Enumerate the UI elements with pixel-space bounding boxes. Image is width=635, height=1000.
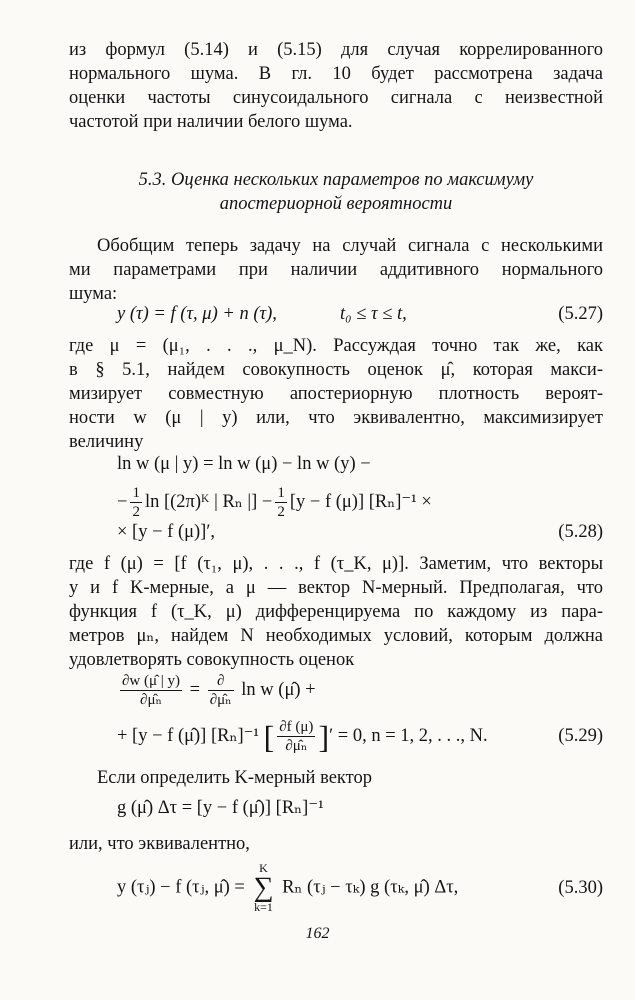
text-line: из формул (5.14) и (5.15) для случая коррелированного <box>69 40 603 60</box>
equation-number: (5.30) <box>558 878 603 898</box>
equation-5-30: y (τⱼ) − f (τⱼ, μ̂) = K ∑ k=1 Rₙ (τⱼ − τₖ) g (τₖ, μ̂) Δτ, <box>117 861 459 914</box>
text-line: y и f K-мерные, а μ — вектор N-мерный. Предполагая, что <box>69 578 603 598</box>
text-line: где μ = (μ₁, . . ., μ_N). Рассуждая точно так же, как <box>69 336 603 356</box>
equation-number: (5.27) <box>558 304 603 324</box>
text-line: Если определить K-мерный вектор <box>97 768 373 788</box>
text-line: нормального шума. В гл. 10 будет рассмотрена задача <box>69 64 603 84</box>
text-line: или, что эквивалентно, <box>69 834 250 854</box>
equation-5-28-line2: − $\frac{1}{2}$ ln [(2π)ᴷ | Rₙ |] − $\frac{1}{2}$ [y − f (μ)] [Rₙ]⁻¹ × <box>117 485 432 520</box>
text-line: ности w (μ | y) или, что эквивалентно, максимизирует <box>69 408 603 428</box>
text-line: метров μₙ, найдем N необходимых условий, которым должна <box>69 626 603 646</box>
equation-5-27-condition: t₀ ≤ τ ≤ t, <box>340 304 407 324</box>
equation-g-vector: g (μ̂) Δτ = [y − f (μ̂)] [Rₙ]⁻¹ <box>117 798 324 818</box>
equation-5-27: y (τ) = f (τ, μ) + n (τ), <box>117 304 277 324</box>
equation-5-29-line1: $\frac{\partial w (\mû | y)}{\text{∂μ̂ₙ}}$ = $\frac{\partial}{\text{∂μ̂ₙ}}$ ln w (μ̂) + <box>122 673 316 708</box>
section-heading: 5.3. Оценка нескольких параметров по максимуму <box>138 170 534 190</box>
page-number: 162 <box>305 925 330 942</box>
text-line: мизирует совместную апостериорную плотность вероят- <box>69 384 603 404</box>
text-line: шума: <box>69 284 118 304</box>
text-line: ми параметрами при наличии аддитивного нормального <box>69 260 603 280</box>
equation-5-29-line2: + [y − f (μ̂)] [Rₙ]⁻¹ [ $\frac{\partial f (\mu)}{\text{∂μ̂ₙ}}$ ]′ = 0, n = 1, 2, . . ., N. <box>117 718 488 755</box>
equation-5-28-line3: × [y − f (μ)]′, <box>117 522 216 542</box>
equation-number: (5.29) <box>558 726 603 746</box>
equation-number: (5.28) <box>558 522 603 542</box>
text-line: частотой при наличии белого шума. <box>69 112 353 132</box>
text-line: удовлетворять совокупность оценок <box>69 650 355 670</box>
text-line: функция f (τ_K, μ) дифференцируема по каждому из пара- <box>69 602 603 622</box>
text-line: величину <box>69 432 144 452</box>
equation-5-28-line1: ln w (μ | y) = ln w (μ) − ln w (y) − <box>117 454 371 474</box>
section-heading: апостериорной вероятности <box>219 194 453 214</box>
text-line: где f (μ) = [f (τ₁, μ), . . ., f (τ_K, μ)]. Заметим, что векторы <box>69 554 603 574</box>
text-line: в § 5.1, найдем совокупность оценок μ̂, которая макси- <box>69 360 603 380</box>
text-line: Обобщим теперь задачу на случай сигнала с несколькими <box>97 236 603 256</box>
text-line: оценки частоты синусоидального сигнала с неизвестной <box>69 88 603 108</box>
